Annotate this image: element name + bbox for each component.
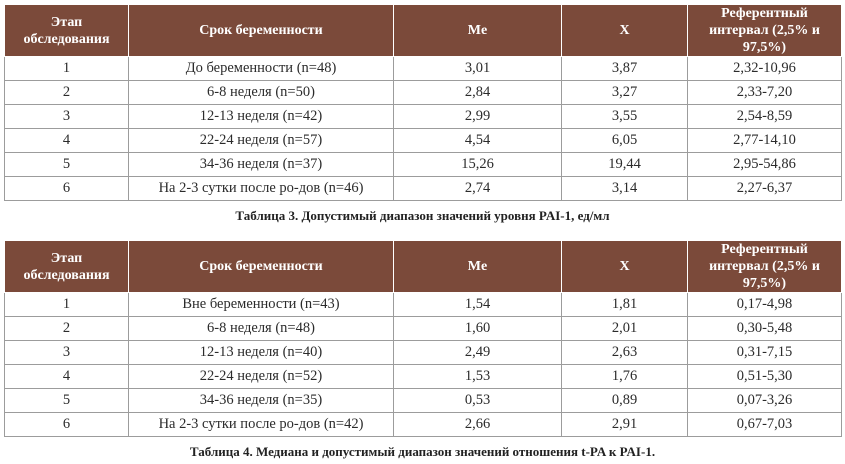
cell-median: 1,53 [394,365,562,389]
cell-stage: 3 [5,105,129,129]
table-row [5,365,842,389]
table-4-block [4,240,841,460]
cell-term: 12-13 неделя (n=42) [129,105,394,129]
pai1-range-table [4,4,842,201]
cell-reference: 2,33-7,20 [688,81,842,105]
cell-stage: 2 [5,81,129,105]
cell-stage: 3 [5,341,129,365]
table-3-caption: Таблица 3. Допустимый диапазон значений уровня PAI-1, ед/мл [235,208,610,223]
cell-mean: 2,91 [562,413,688,437]
tpa-pai1-ratio-table [4,240,842,437]
cell-median: 1,54 [394,293,562,317]
cell-reference: 2,77-14,10 [688,129,842,153]
cell-reference: 0,31-7,15 [688,341,842,365]
cell-median: 0,53 [394,389,562,413]
table-row [5,129,842,153]
table-3-block [4,4,841,224]
table-header-row [5,5,842,57]
cell-stage: 1 [5,57,129,81]
cell-median: 2,74 [394,177,562,201]
cell-reference: 2,27-6,37 [688,177,842,201]
cell-reference: 0,51-5,30 [688,365,842,389]
header-stage: Этап обследования [5,241,129,293]
cell-mean: 2,63 [562,341,688,365]
cell-reference: 0,07-3,26 [688,389,842,413]
header-mean: X [562,5,688,57]
cell-mean: 3,87 [562,57,688,81]
header-reference-interval: Референтный интервал (2,5% и 97,5%) [688,241,842,293]
cell-term: На 2-3 сутки после ро-дов (n=42) [129,413,394,437]
cell-stage: 6 [5,413,129,437]
cell-stage: 4 [5,365,129,389]
cell-reference: 2,32-10,96 [688,57,842,81]
cell-reference: 0,67-7,03 [688,413,842,437]
cell-mean: 2,01 [562,317,688,341]
cell-median: 3,01 [394,57,562,81]
cell-stage: 2 [5,317,129,341]
table-row [5,317,842,341]
cell-median: 2,99 [394,105,562,129]
cell-reference: 0,17-4,98 [688,293,842,317]
cell-mean: 1,81 [562,293,688,317]
cell-stage: 6 [5,177,129,201]
header-median: Me [394,241,562,293]
table-row [5,105,842,129]
cell-term: 6-8 неделя (n=48) [129,317,394,341]
cell-term: Вне беременности (n=43) [129,293,394,317]
cell-median: 2,84 [394,81,562,105]
header-term: Срок беременности [129,241,394,293]
cell-reference: 0,30-5,48 [688,317,842,341]
header-median: Me [394,5,562,57]
table-4-caption: Таблица 4. Медиана и допустимый диапазон значений отношения t-PA к PAI-1. [189,444,656,459]
cell-mean: 3,27 [562,81,688,105]
cell-term: 34-36 неделя (n=35) [129,389,394,413]
cell-mean: 0,89 [562,389,688,413]
table-row [5,81,842,105]
header-stage: Этап обследования [5,5,129,57]
cell-mean: 3,55 [562,105,688,129]
cell-term: 12-13 неделя (n=40) [129,341,394,365]
table-row [5,413,842,437]
header-term: Срок беременности [129,5,394,57]
table-row [5,341,842,365]
cell-mean: 19,44 [562,153,688,177]
cell-median: 1,60 [394,317,562,341]
cell-stage: 5 [5,389,129,413]
cell-median: 4,54 [394,129,562,153]
cell-reference: 2,95-54,86 [688,153,842,177]
cell-term: 34-36 неделя (n=37) [129,153,394,177]
cell-mean: 3,14 [562,177,688,201]
table-row [5,153,842,177]
header-reference-interval: Референтный интервал (2,5% и 97,5%) [688,5,842,57]
cell-median: 2,49 [394,341,562,365]
table-row [5,389,842,413]
cell-stage: 1 [5,293,129,317]
cell-mean: 1,76 [562,365,688,389]
cell-median: 15,26 [394,153,562,177]
cell-stage: 4 [5,129,129,153]
cell-term: До беременности (n=48) [129,57,394,81]
header-mean: X [562,241,688,293]
cell-term: 6-8 неделя (n=50) [129,81,394,105]
cell-median: 2,66 [394,413,562,437]
cell-stage: 5 [5,153,129,177]
table-row [5,57,842,81]
cell-term: 22-24 неделя (n=52) [129,365,394,389]
table-header-row [5,241,842,293]
cell-term: 22-24 неделя (n=57) [129,129,394,153]
table-row [5,293,842,317]
cell-mean: 6,05 [562,129,688,153]
table-row [5,177,842,201]
cell-reference: 2,54-8,59 [688,105,842,129]
cell-term: На 2-3 сутки после ро-дов (n=46) [129,177,394,201]
